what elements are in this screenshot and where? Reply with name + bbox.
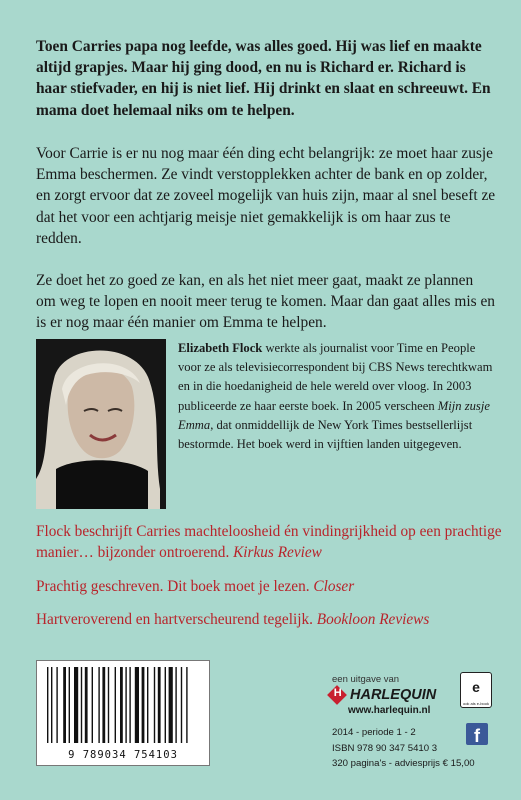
- quote-text: Prachtig geschreven. Dit boek moet je lezen.: [36, 578, 314, 595]
- barcode-bar: [120, 667, 123, 743]
- book-title: Mijn zusje Emma: [178, 398, 490, 432]
- barcode-bars: [43, 667, 203, 745]
- bio-text-2: , dat onmiddellijk de New York Times bestsellerlijst bestormde. Het boek werd in vijftien landen uitgegeven.: [178, 417, 473, 452]
- pages-and-price: 320 pagina's - adviesprijs € 15,00: [332, 758, 475, 769]
- body-paragraph-1: Voor Carrie is er nu nog maar één ding echt belangrijk: ze moet haar zusje Emma beschermen. Ze vindt verstopplekken achter de bank en op zolder, en zorgt ervoor dat ze zoveel mogelijk van huis zijn, maar al snel beseft ze dat het voor een achtjarig meisje niet gemakkelijk is om haar zus te redden.: [36, 145, 496, 247]
- ebook-badge-letter: e: [472, 679, 480, 695]
- author-bio: [178, 339, 496, 454]
- barcode-bar: [81, 667, 82, 743]
- barcode-bar: [142, 667, 145, 743]
- review-quote-2: [36, 576, 506, 597]
- barcode-bar: [154, 667, 155, 743]
- barcode-number: 9 789034 754103: [68, 749, 178, 761]
- quote-source: Kirkus Review: [233, 544, 322, 562]
- barcode-bar: [125, 667, 126, 743]
- ebook-badge-caption: ook als e-book: [462, 701, 489, 706]
- author-portrait-image: [36, 339, 166, 509]
- barcode-bar: [135, 667, 139, 743]
- barcode-bar: [165, 667, 166, 743]
- harlequin-logo: [330, 687, 436, 703]
- barcode-bar: [69, 667, 70, 743]
- author-photo: [36, 339, 166, 509]
- ebook-badge-icon: [460, 672, 492, 708]
- barcode-bar: [63, 667, 66, 743]
- edition-period: 2014 - periode 1 - 2: [332, 727, 416, 738]
- barcode-bar: [51, 667, 52, 743]
- barcode-bar: [181, 667, 182, 743]
- quote-source: Closer: [313, 578, 355, 595]
- barcode-bar: [98, 667, 99, 743]
- barcode-bar: [158, 667, 161, 743]
- barcode-bar: [56, 667, 57, 743]
- barcode-bar: [175, 667, 176, 743]
- harlequin-diamond-icon: [327, 685, 347, 705]
- quote-source: Bookloon Reviews: [316, 611, 430, 628]
- barcode: [36, 660, 210, 766]
- isbn: ISBN 978 90 347 5410 3: [332, 742, 438, 754]
- publisher-caption: een uitgave van: [332, 674, 400, 685]
- publisher-url: www.harlequin.nl: [348, 705, 431, 716]
- barcode-bar: [115, 667, 116, 743]
- barcode-bar: [169, 667, 173, 743]
- harlequin-logo-text: HARLEQUIN: [350, 687, 437, 703]
- barcode-bar: [92, 667, 93, 743]
- barcode-bar: [85, 667, 88, 743]
- body-paragraph-2: Ze doet het zo goed ze kan, en als het niet meer gaat, maakt ze plannen om weg te lopen en nooit meer terug te komen. Maar dan gaat alles mis en is er nog maar één manier om Emma te helpen.: [36, 272, 496, 332]
- barcode-bar: [47, 667, 48, 743]
- barcode-bar: [108, 667, 109, 743]
- barcode-bar: [147, 667, 148, 743]
- review-quote-1: [36, 521, 506, 564]
- bio-text-1: werkte als journalist voor Time en People voor ze als televisiecorrespondent bij CBS News terechtkwam en in die hoedanigheid de hele wereld over vloog. In 2003 publiceerde ze haar eerste boek. In 2005 verscheen: [178, 341, 493, 413]
- quote-text: Flock beschrijft Carries machteloosheid én vindingrijkheid op een prachtige manier… bijzonder ontroerend.: [36, 523, 502, 562]
- author-name: Elizabeth Flock: [178, 341, 263, 355]
- barcode-bar: [186, 667, 187, 743]
- publication-details: [332, 725, 475, 772]
- barcode-bar: [102, 667, 105, 743]
- barcode-bar: [129, 667, 130, 743]
- review-quote-3: [36, 609, 506, 630]
- barcode-bar: [74, 667, 78, 743]
- facebook-icon: f: [466, 723, 488, 745]
- quote-text: Hartveroverend en hartverscheurend tegelijk.: [36, 611, 317, 628]
- intro-blurb: Toen Carries papa nog leefde, was alles goed. Hij was lief en maakte altijd grapjes. Maar hij ging dood, en nu is Richard er. Richard is haar stiefvader, en hij is niet lief. Hij drinkt en slaat en schreeuwt. En mama doet helemaal niks om te helpen.: [36, 38, 491, 119]
